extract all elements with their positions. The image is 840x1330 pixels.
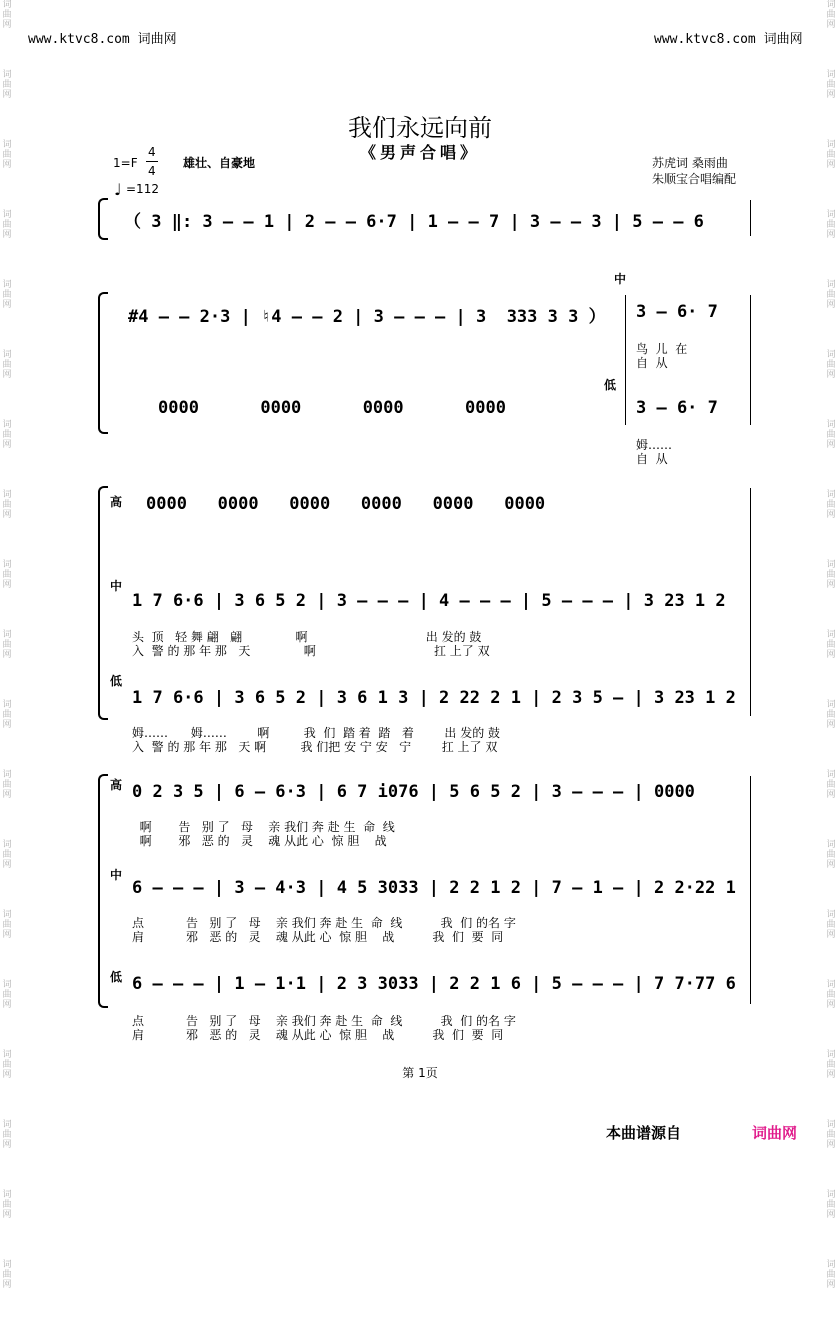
- mid-notes-end: 3 – 6· 7: [636, 302, 718, 322]
- high-lyrics-1: 啊 告 别 了 母 亲 我们 奔 赴 生 命 线: [132, 820, 395, 834]
- tempo-mark: =112: [126, 182, 159, 196]
- watermark-char: 曲: [826, 780, 836, 790]
- watermark-char: 网: [2, 370, 12, 380]
- high-lyrics-2: 啊 邪 恶 的 灵 魂 从此 心 惊 胆 战: [132, 834, 387, 848]
- high-notes: 0 2 3 5 | 6 – 6·3 | 6 7 i076 | 5 6 5 2 | 3 – – – | 0000: [132, 782, 695, 802]
- low-lyrics-2: 自 从: [636, 452, 668, 466]
- voice-label-mid: 中: [110, 579, 123, 593]
- low-lyrics-1: 点 告 别 了 母 亲 我们 奔 赴 生 命 线 我 们 的名 字: [132, 1014, 516, 1028]
- watermark-char: 网: [2, 1280, 12, 1290]
- watermark-char: 词: [826, 350, 836, 360]
- watermark-char: 词: [2, 1190, 12, 1200]
- low-notes-end: 3 – 6· 7: [636, 398, 718, 418]
- song-title: 我们永远向前: [348, 114, 492, 142]
- quarter-note-icon: ♩: [114, 180, 122, 199]
- barline: [750, 776, 751, 1004]
- page-number: 第 1页: [402, 1066, 438, 1080]
- watermark-char: 网: [826, 510, 836, 520]
- watermark-char: 网: [826, 440, 836, 450]
- watermark-char: 词: [2, 210, 12, 220]
- watermark-char: 词: [2, 0, 12, 10]
- watermark-char: 词: [826, 490, 836, 500]
- watermark-char: 词: [2, 770, 12, 780]
- lyricist-composer: 苏虎词 桑雨曲: [652, 156, 728, 170]
- watermark-char: 网: [2, 580, 12, 590]
- watermark-char: 网: [826, 1000, 836, 1010]
- watermark-char: 曲: [2, 1200, 12, 1210]
- watermark-char: 网: [2, 1210, 12, 1220]
- watermark-char: 网: [826, 20, 836, 30]
- watermark-char: 词: [2, 700, 12, 710]
- system-brace: [98, 198, 108, 240]
- watermark-char: 曲: [2, 1060, 12, 1070]
- voice-label-low: 低: [110, 674, 123, 688]
- watermark-char: 网: [2, 20, 12, 30]
- watermark-char: 曲: [2, 920, 12, 930]
- watermark-char: 曲: [2, 570, 12, 580]
- low-notes: 1 7 6·6 | 3 6 5 2 | 3 6 1 3 | 2 22 2 1 | 2 3 5 – | 3 23 1 2: [132, 688, 736, 708]
- high-notes: 0000 0000 0000 0000 0000 0000: [146, 494, 546, 514]
- watermark-char: 网: [2, 860, 12, 870]
- watermark-char: 曲: [826, 1060, 836, 1070]
- watermark-char: 词: [2, 1120, 12, 1130]
- watermark-char: 曲: [826, 10, 836, 20]
- arranger: 朱顺宝合唱编配: [652, 172, 737, 186]
- watermark-char: 曲: [2, 360, 12, 370]
- low-notes: 6 – – – | 1 – 1·1 | 2 3 3033 | 2 2 1 6 | 5 – – – | 7 7·77 6: [132, 974, 736, 994]
- watermark-char: 曲: [2, 80, 12, 90]
- watermark-char: 曲: [826, 150, 836, 160]
- watermark-char: 网: [826, 230, 836, 240]
- watermark-char: 网: [826, 1140, 836, 1150]
- watermark-char: 词: [826, 280, 836, 290]
- low-notes: 0000 0000 0000 0000: [158, 398, 506, 418]
- watermark-char: 网: [826, 720, 836, 730]
- watermark-char: 词: [826, 1120, 836, 1130]
- watermark-char: 词: [826, 140, 836, 150]
- watermark-char: 网: [2, 160, 12, 170]
- watermark-char: 曲: [826, 570, 836, 580]
- mid-lyrics-2: 入 警 的 那 年 那 天 啊 扛 上了 双: [132, 644, 490, 658]
- watermark-char: 曲: [826, 1270, 836, 1280]
- watermark-char: 词: [826, 700, 836, 710]
- low-lyrics-1: 姆……: [636, 438, 673, 452]
- mid-notes: 1 7 6·6 | 3 6 5 2 | 3 – – – | 4 – – – | 5 – – – | 3 23 1 2: [132, 591, 726, 611]
- watermark-char: 词: [826, 980, 836, 990]
- watermark-char: 曲: [2, 710, 12, 720]
- watermark-char: 曲: [826, 850, 836, 860]
- watermark-char: 网: [826, 90, 836, 100]
- mid-lyrics-1: 鸟 儿 在: [636, 342, 688, 356]
- watermark-char: 网: [826, 370, 836, 380]
- watermark-char: 曲: [2, 220, 12, 230]
- watermark-char: 曲: [2, 850, 12, 860]
- mid-lyrics-1: 点 告 别 了 母 亲 我们 奔 赴 生 命 线 我 们 的名 字: [132, 916, 516, 930]
- watermark-char: 词: [826, 630, 836, 640]
- watermark-char: 曲: [2, 780, 12, 790]
- intro-notes: （ 3 ‖: 3 – – 1 | 2 – – 6·7 | 1 – – 7 | 3 – – 3 | 5 – – 6: [124, 212, 704, 232]
- watermark-char: 网: [826, 160, 836, 170]
- watermark-char: 网: [2, 930, 12, 940]
- watermark-char: 曲: [2, 500, 12, 510]
- voice-label-low: 低: [110, 970, 123, 984]
- watermark-char: 词: [2, 630, 12, 640]
- watermark-char: 网: [2, 1070, 12, 1080]
- watermark-char: 网: [826, 930, 836, 940]
- watermark-char: 网: [2, 510, 12, 520]
- watermark-char: 曲: [2, 1130, 12, 1140]
- barline: [750, 488, 751, 716]
- watermark-char: 词: [2, 420, 12, 430]
- watermark-char: 词: [2, 280, 12, 290]
- footer-brand-link[interactable]: 词曲网: [752, 1124, 798, 1142]
- voice-label-high: 高: [110, 778, 123, 792]
- watermark-char: 曲: [826, 500, 836, 510]
- watermark-char: 词: [826, 840, 836, 850]
- watermark-char: 曲: [2, 1270, 12, 1280]
- watermark-char: 曲: [2, 150, 12, 160]
- watermark-char: 网: [2, 1000, 12, 1010]
- barline: [750, 295, 751, 425]
- mid-notes: #4 – – 2·3 | ♮4 – – 2 | 3 – – – | 3 333 3 3 ）: [128, 307, 606, 327]
- system-brace: [98, 486, 108, 720]
- low-lyrics-2: 入 警 的 那 年 那 天 啊 我 们把 安 宁 安 宁 扛 上了 双: [132, 740, 498, 754]
- system-brace: [98, 774, 108, 1008]
- low-lyrics-1: 姆…… 姆…… 啊 我 们 踏 着 踏 着 出 发的 鼓: [132, 726, 501, 740]
- voice-label-low: 低: [604, 378, 617, 392]
- watermark-char: 网: [2, 440, 12, 450]
- watermark-char: 词: [826, 70, 836, 80]
- voice-label-high: 高: [110, 495, 123, 509]
- watermark-char: 词: [826, 560, 836, 570]
- watermark-char: 网: [826, 860, 836, 870]
- watermark-char: 曲: [2, 640, 12, 650]
- watermark-char: 曲: [826, 80, 836, 90]
- watermark-char: 曲: [826, 290, 836, 300]
- watermark-char: 曲: [826, 360, 836, 370]
- watermark-char: 网: [826, 650, 836, 660]
- watermark-char: 曲: [826, 710, 836, 720]
- watermark-char: 词: [826, 1260, 836, 1270]
- watermark-left: [0, 0, 14, 1290]
- mid-notes: 6 – – – | 3 – 4·3 | 4 5 3033 | 2 2 1 2 | 7 – 1 – | 2 2·22 1: [132, 878, 736, 898]
- system-brace: [98, 292, 108, 434]
- key-signature: 1=F: [113, 156, 138, 170]
- watermark-char: 词: [826, 1050, 836, 1060]
- barline: [750, 200, 751, 236]
- barline: [625, 295, 626, 425]
- low-lyrics-2: 肩 邪 恶 的 灵 魂 从此 心 惊 胆 战 我 们 要 同: [132, 1028, 504, 1042]
- watermark-char: 词: [2, 1260, 12, 1270]
- watermark-char: 网: [826, 300, 836, 310]
- time-signature-bottom: 4: [148, 164, 156, 178]
- time-signature-top: 4: [148, 145, 156, 159]
- watermark-char: 网: [826, 790, 836, 800]
- watermark-char: 词: [826, 910, 836, 920]
- watermark-char: 网: [826, 1070, 836, 1080]
- song-subtitle: 《男声合唱》: [359, 143, 480, 162]
- watermark-char: 词: [826, 1190, 836, 1200]
- watermark-char: 曲: [826, 430, 836, 440]
- watermark-char: 网: [826, 580, 836, 590]
- watermark-char: 曲: [826, 1200, 836, 1210]
- watermark-char: 词: [2, 70, 12, 80]
- watermark-char: 曲: [826, 640, 836, 650]
- watermark-char: 词: [2, 910, 12, 920]
- voice-label-mid: 中: [110, 868, 123, 882]
- watermark-char: 网: [826, 1280, 836, 1290]
- watermark-char: 网: [2, 90, 12, 100]
- watermark-right: [824, 0, 838, 1290]
- watermark-char: 词: [2, 1050, 12, 1060]
- watermark-char: 词: [2, 490, 12, 500]
- watermark-char: 词: [826, 210, 836, 220]
- mid-lyrics-2: 自 从: [636, 356, 668, 370]
- watermark-char: 词: [2, 140, 12, 150]
- voice-label-mid: 中: [614, 272, 627, 286]
- mid-lyrics-1: 头 顶 轻 舞 翩 翩 啊 出 发的 鼓: [132, 630, 482, 644]
- watermark-char: 词: [2, 980, 12, 990]
- watermark-char: 网: [2, 300, 12, 310]
- watermark-char: 词: [2, 350, 12, 360]
- watermark-char: 网: [2, 230, 12, 240]
- watermark-char: 曲: [2, 990, 12, 1000]
- watermark-char: 网: [826, 1210, 836, 1220]
- watermark-char: 曲: [2, 430, 12, 440]
- time-signature-line: [146, 161, 158, 162]
- mid-lyrics-2: 肩 邪 恶 的 灵 魂 从此 心 惊 胆 战 我 们 要 同: [132, 930, 504, 944]
- watermark-char: 词: [2, 840, 12, 850]
- expression-mark: 雄壮、自豪地: [183, 156, 256, 170]
- watermark-char: 词: [2, 560, 12, 570]
- watermark-char: 曲: [2, 290, 12, 300]
- watermark-char: 曲: [2, 10, 12, 20]
- watermark-char: 曲: [826, 1130, 836, 1140]
- watermark-char: 网: [2, 650, 12, 660]
- footer-source-label: 本曲谱源自: [606, 1124, 682, 1142]
- watermark-char: 曲: [826, 990, 836, 1000]
- watermark-char: 词: [826, 0, 836, 10]
- watermark-char: 词: [826, 420, 836, 430]
- site-url-left[interactable]: www.ktvc8.com 词曲网: [28, 32, 177, 47]
- watermark-char: 网: [2, 1140, 12, 1150]
- watermark-char: 曲: [826, 920, 836, 930]
- watermark-char: 词: [826, 770, 836, 780]
- site-url-right[interactable]: www.ktvc8.com 词曲网: [654, 32, 803, 47]
- watermark-char: 网: [2, 720, 12, 730]
- watermark-char: 曲: [826, 220, 836, 230]
- watermark-char: 网: [2, 790, 12, 800]
